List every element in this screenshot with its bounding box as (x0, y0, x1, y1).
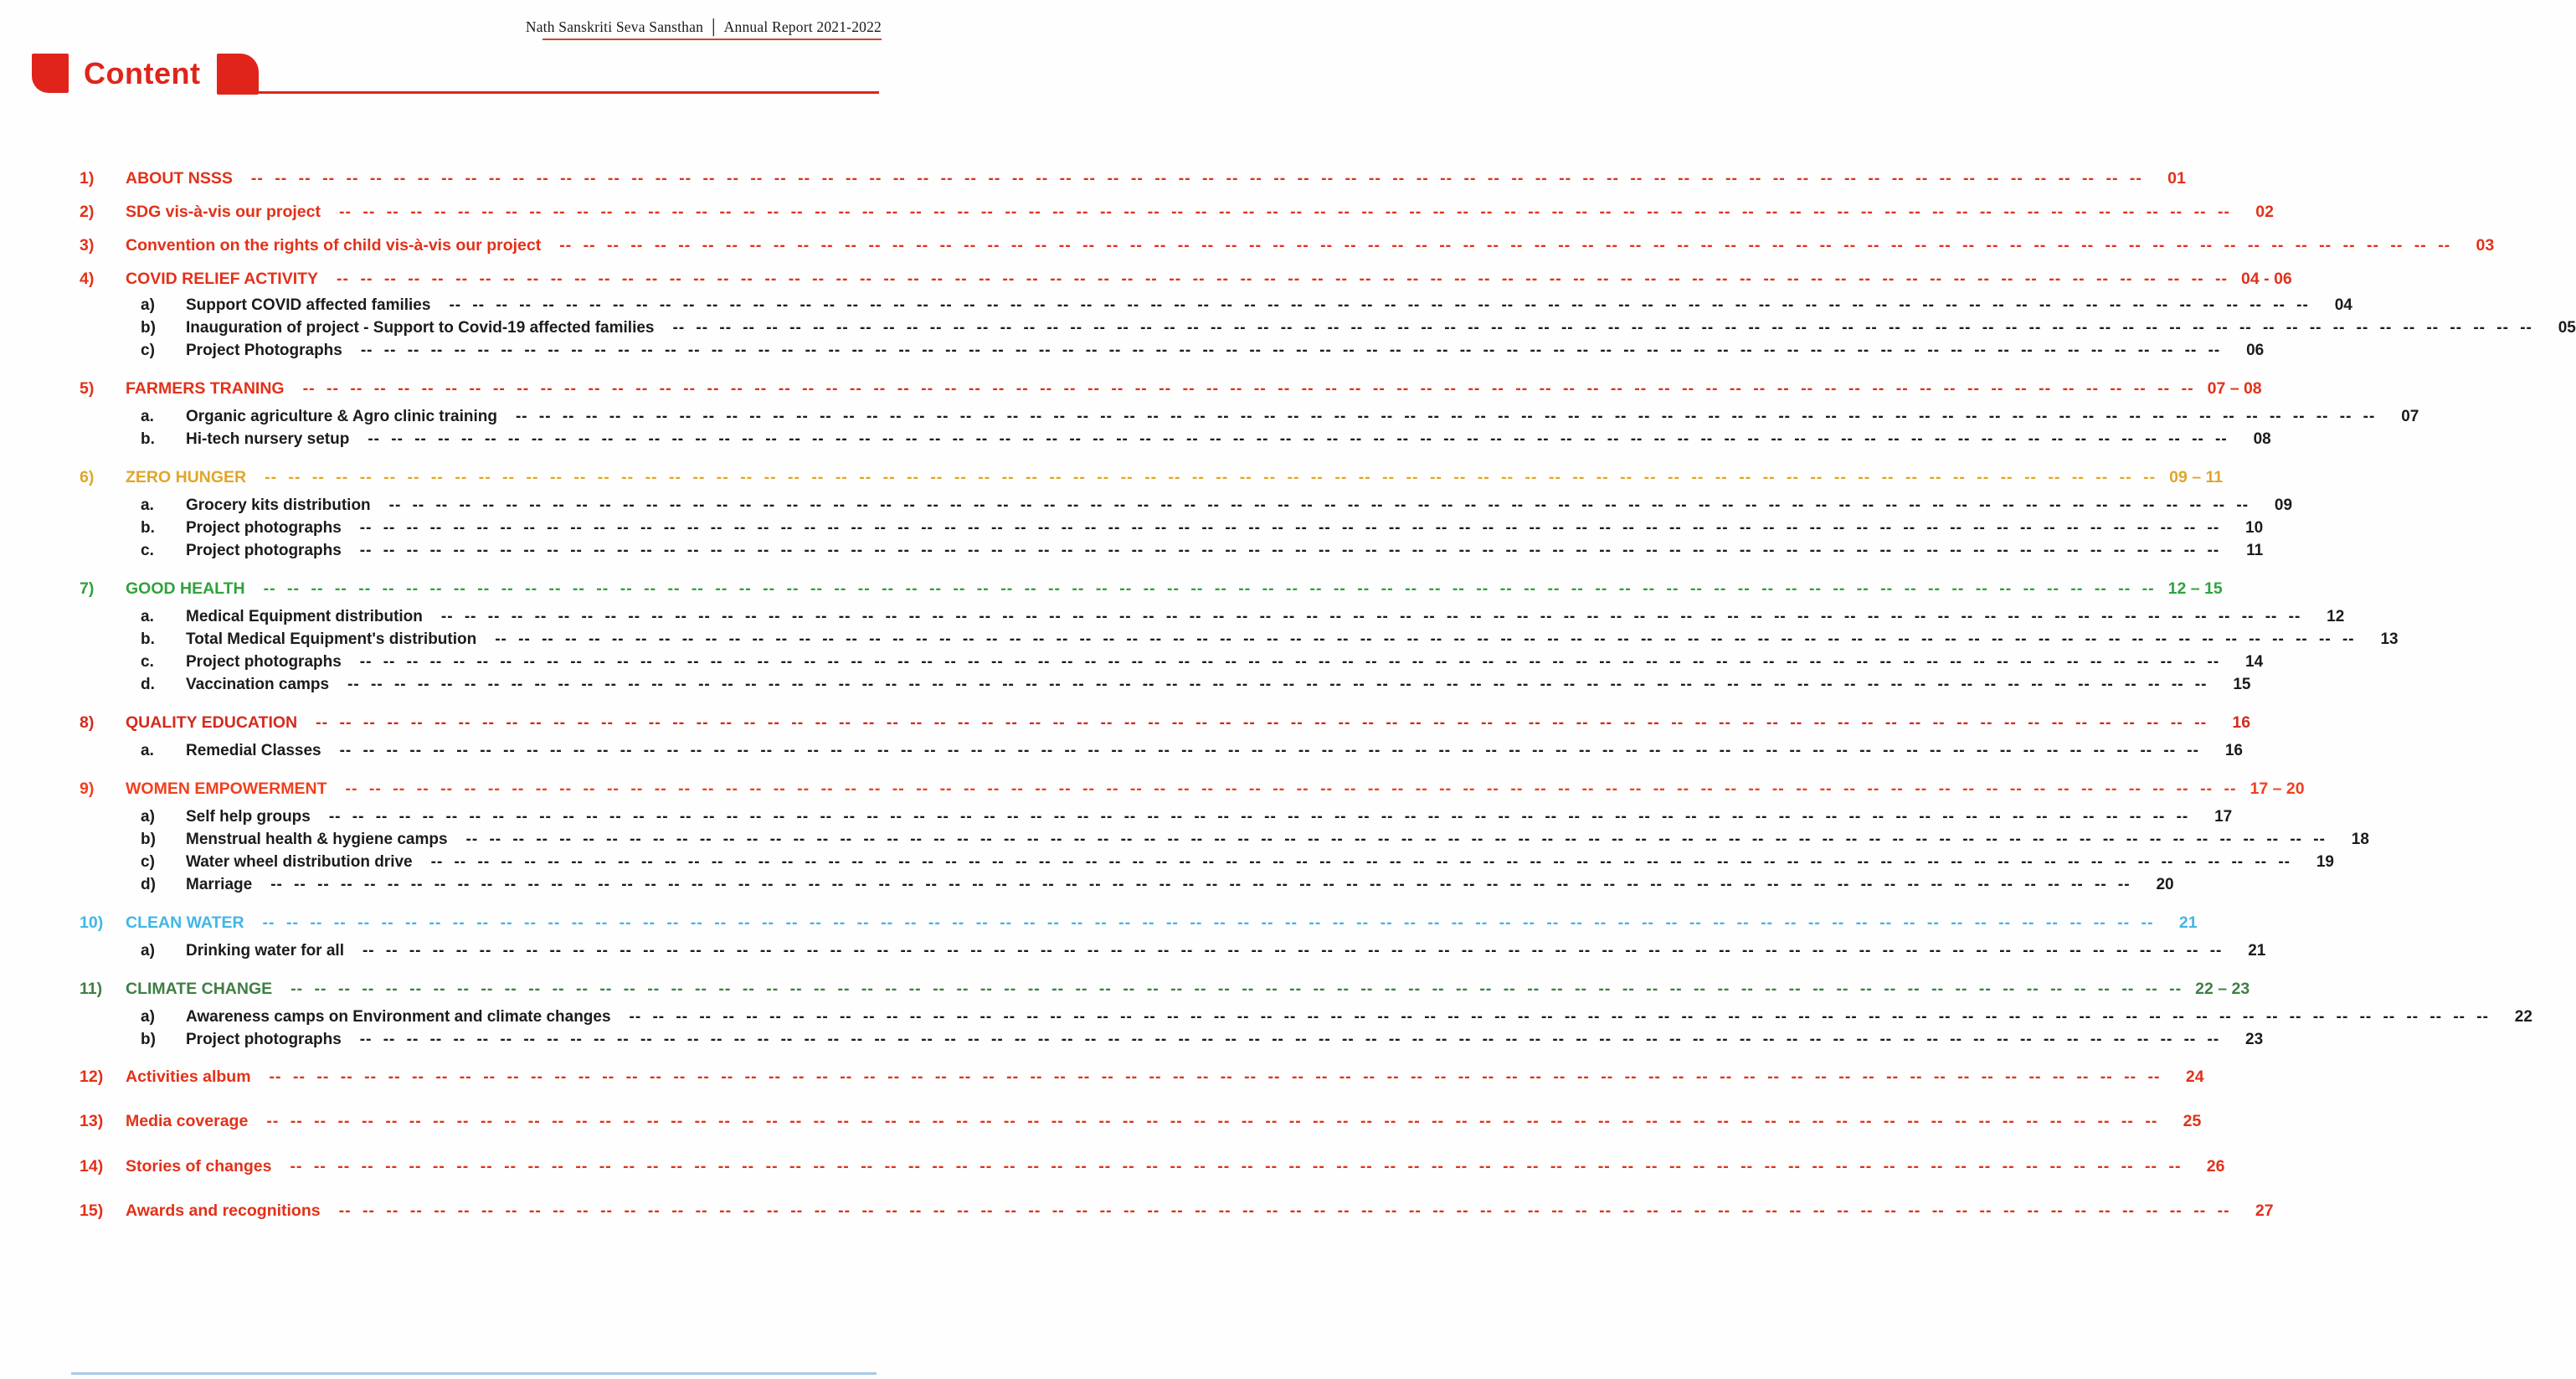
subentry-page: 15 (2233, 676, 2251, 693)
entry-number: 8) (80, 713, 95, 732)
entry-page: 24 (2185, 1068, 2204, 1086)
subentry-label: Total Medical Equipment's distribution (186, 630, 477, 648)
subentry-letter: c) (141, 853, 155, 871)
dash-leader: -- -- -- -- -- -- -- -- -- -- -- -- -- -- -- -- -- -- -- -- -- -- -- -- -- -- -- -- -- -- -- -- -- -- -- -- -- -- -- -- -- -- -- -- -- -- -- -- -- -- -- -- -- -- -- -- -- -- -- -- -- -- -- -- -- -- -- -- -- -- -- -- -- -- -- -- -- -- -- -- (266, 1112, 2158, 1130)
subentry-label: Vaccination camps (186, 676, 330, 693)
subentry-label: Project Photographs (186, 342, 342, 359)
subentry-label: Drinking water for all (186, 942, 344, 960)
toc-subentry[interactable] (80, 739, 2243, 762)
entry-label: Media coverage (126, 1112, 249, 1130)
subentry-page: 19 (2316, 853, 2334, 871)
subentry-letter: c) (141, 342, 155, 359)
header-underline (542, 39, 882, 40)
subentry-letter: b. (141, 519, 155, 537)
subentry-letter: a. (141, 742, 154, 759)
entry-page: 03 (2476, 236, 2495, 255)
title-right-square-icon (217, 54, 259, 95)
entry-number: 3) (80, 236, 95, 255)
toc-subentry[interactable] (80, 494, 2293, 517)
subentry-label: Project photographs (186, 519, 342, 537)
title-left-square-icon (32, 54, 69, 93)
subentry-label: Hi-tech nursery setup (186, 430, 350, 448)
toc-entry-zero-hunger[interactable] (80, 466, 2224, 489)
entry-number: 7) (80, 579, 95, 598)
dash-leader: -- -- -- -- -- -- -- -- -- -- -- -- -- -- -- -- -- -- -- -- -- -- -- -- -- -- -- -- -- -- -- -- -- -- -- -- -- -- -- -- -- -- -- -- -- -- -- -- -- -- -- -- -- -- -- -- -- -- -- -- -- -- -- -- -- -- -- -- -- -- -- -- -- -- -- -- -- -- -- -- (270, 876, 2131, 893)
toc-subentry[interactable] (80, 805, 2233, 828)
entry-number: 6) (80, 468, 95, 486)
entry-number: 13) (80, 1112, 104, 1130)
toc-entry-good-health[interactable] (80, 578, 2223, 600)
subentry-page: 21 (2248, 942, 2266, 960)
toc-subentry[interactable] (80, 873, 2174, 896)
dash-leader: -- -- -- -- -- -- -- -- -- -- -- -- -- -- -- -- -- -- -- -- -- -- -- -- -- -- -- -- -- -- -- -- -- -- -- -- -- -- -- -- -- -- -- -- -- -- -- -- -- -- -- -- -- -- -- -- -- -- -- -- -- -- -- -- -- -- -- -- -- -- -- -- -- -- -- -- -- -- -- -- (362, 942, 2223, 960)
toc-subentry[interactable] (80, 651, 2264, 673)
dash-leader: -- -- -- -- -- -- -- -- -- -- -- -- -- -- -- -- -- -- -- -- -- -- -- -- -- -- -- -- -- -- -- -- -- -- -- -- -- -- -- -- -- -- -- -- -- -- -- -- -- -- -- -- -- -- -- -- -- -- -- -- -- -- -- -- -- -- -- -- -- -- -- -- -- -- -- -- -- -- -- -- (263, 579, 2155, 598)
dash-leader: -- -- -- -- -- -- -- -- -- -- -- -- -- -- -- -- -- -- -- -- -- -- -- -- -- -- -- -- -- -- -- -- -- -- -- -- -- -- -- -- -- -- -- -- -- -- -- -- -- -- -- -- -- -- -- -- -- -- -- -- -- -- -- -- -- -- -- -- -- -- -- -- -- -- -- -- -- -- -- -- (316, 713, 2208, 732)
report-title: Annual Report 2021-2022 (723, 18, 882, 35)
toc-subentry[interactable] (80, 316, 2576, 339)
entry-number: 11) (80, 980, 103, 998)
subentry-label: Project photographs (186, 1031, 342, 1048)
entry-label: Activities album (126, 1068, 251, 1086)
subentry-label: Inauguration of project - Support to Covid-19 affected families (186, 319, 655, 337)
content-title-bar (32, 54, 879, 95)
subentry-letter: b. (141, 430, 155, 448)
subentry-letter: b) (141, 1031, 156, 1048)
dash-leader: -- -- -- -- -- -- -- -- -- -- -- -- -- -- -- -- -- -- -- -- -- -- -- -- -- -- -- -- -- -- -- -- -- -- -- -- -- -- -- -- -- -- -- -- -- -- -- -- -- -- -- -- -- -- -- -- -- -- -- -- -- -- -- -- -- -- -- -- -- -- -- -- -- -- -- -- -- -- -- -- (440, 608, 2301, 625)
toc-subentry[interactable] (80, 294, 2352, 316)
footer-line (71, 1372, 877, 1375)
entry-page: 09 – 11 (2169, 468, 2224, 486)
table-of-contents (80, 167, 2576, 1222)
toc-subentry[interactable] (80, 539, 2264, 562)
dash-leader: -- -- -- -- -- -- -- -- -- -- -- -- -- -- -- -- -- -- -- -- -- -- -- -- -- -- -- -- -- -- -- -- -- -- -- -- -- -- -- -- -- -- -- -- -- -- -- -- -- -- -- -- -- -- -- -- -- -- -- -- -- -- -- -- -- -- -- -- -- -- -- -- -- -- -- -- -- -- -- -- (250, 169, 2142, 188)
subentry-label: Support COVID affected families (186, 296, 431, 314)
dash-leader: -- -- -- -- -- -- -- -- -- -- -- -- -- -- -- -- -- -- -- -- -- -- -- -- -- -- -- -- -- -- -- -- -- -- -- -- -- -- -- -- -- -- -- -- -- -- -- -- -- -- -- -- -- -- -- -- -- -- -- -- -- -- -- -- -- -- -- -- -- -- -- -- -- -- -- -- -- -- -- -- (359, 653, 2220, 671)
dash-leader: -- -- -- -- -- -- -- -- -- -- -- -- -- -- -- -- -- -- -- -- -- -- -- -- -- -- -- -- -- -- -- -- -- -- -- -- -- -- -- -- -- -- -- -- -- -- -- -- -- -- -- -- -- -- -- -- -- -- -- -- -- -- -- -- -- -- -- -- -- -- -- -- -- -- -- -- -- -- -- -- (302, 379, 2194, 398)
toc-subentry[interactable] (80, 428, 2271, 450)
dash-leader: -- -- -- -- -- -- -- -- -- -- -- -- -- -- -- -- -- -- -- -- -- -- -- -- -- -- -- -- -- -- -- -- -- -- -- -- -- -- -- -- -- -- -- -- -- -- -- -- -- -- -- -- -- -- -- -- -- -- -- -- -- -- -- -- -- -- -- -- -- -- -- -- -- -- -- -- -- -- -- -- (339, 742, 2199, 759)
toc-subentry[interactable] (80, 628, 2399, 651)
subentry-label: Organic agriculture & Agro clinic training (186, 408, 497, 425)
subentry-letter: a) (141, 1008, 155, 1026)
toc-entry-sdg[interactable] (80, 201, 2274, 224)
subentry-page: 09 (2274, 497, 2293, 514)
toc-subentry[interactable] (80, 605, 2345, 628)
toc-subentry[interactable] (80, 851, 2334, 873)
page-header (0, 18, 882, 36)
subentry-label: Water wheel distribution drive (186, 853, 413, 871)
header-separator: │ (708, 18, 719, 35)
dash-leader: -- -- -- -- -- -- -- -- -- -- -- -- -- -- -- -- -- -- -- -- -- -- -- -- -- -- -- -- -- -- -- -- -- -- -- -- -- -- -- -- -- -- -- -- -- -- -- -- -- -- -- -- -- -- -- -- -- -- -- -- -- -- -- -- -- -- -- -- -- -- -- -- -- -- -- -- -- -- -- -- (359, 1031, 2220, 1048)
entry-label: Awards and recognitions (126, 1201, 321, 1220)
toc-entry-activities-album[interactable] (80, 1066, 2204, 1088)
dash-leader: -- -- -- -- -- -- -- -- -- -- -- -- -- -- -- -- -- -- -- -- -- -- -- -- -- -- -- -- -- -- -- -- -- -- -- -- -- -- -- -- -- -- -- -- -- -- -- -- -- -- -- -- -- -- -- -- -- -- -- -- -- -- -- -- -- -- -- -- -- -- -- -- -- -- -- -- -- -- -- -- (495, 630, 2355, 648)
dash-leader: -- -- -- -- -- -- -- -- -- -- -- -- -- -- -- -- -- -- -- -- -- -- -- -- -- -- -- -- -- -- -- -- -- -- -- -- -- -- -- -- -- -- -- -- -- -- -- -- -- -- -- -- -- -- -- -- -- -- -- -- -- -- -- -- -- -- -- -- -- -- -- -- -- -- -- -- -- -- -- -- (465, 831, 2326, 848)
dash-leader: -- -- -- -- -- -- -- -- -- -- -- -- -- -- -- -- -- -- -- -- -- -- -- -- -- -- -- -- -- -- -- -- -- -- -- -- -- -- -- -- -- -- -- -- -- -- -- -- -- -- -- -- -- -- -- -- -- -- -- -- -- -- -- -- -- -- -- -- -- -- -- -- -- -- -- -- -- -- -- -- (265, 468, 2157, 486)
subentry-page: 07 (2401, 408, 2419, 425)
entry-label: ZERO HUNGER (126, 468, 247, 486)
entry-number: 5) (80, 379, 95, 398)
subentry-page: 06 (2246, 342, 2265, 359)
dash-leader: -- -- -- -- -- -- -- -- -- -- -- -- -- -- -- -- -- -- -- -- -- -- -- -- -- -- -- -- -- -- -- -- -- -- -- -- -- -- -- -- -- -- -- -- -- -- -- -- -- -- -- -- -- -- -- -- -- -- -- -- -- -- -- -- -- -- -- -- -- -- -- -- -- -- -- -- -- -- -- -- (559, 236, 2451, 255)
subentry-page: 08 (2253, 430, 2271, 448)
dash-leader: -- -- -- -- -- -- -- -- -- -- -- -- -- -- -- -- -- -- -- -- -- -- -- -- -- -- -- -- -- -- -- -- -- -- -- -- -- -- -- -- -- -- -- -- -- -- -- -- -- -- -- -- -- -- -- -- -- -- -- -- -- -- -- -- -- -- -- -- -- -- -- -- -- -- -- -- -- -- -- -- (338, 1201, 2230, 1220)
dash-leader: -- -- -- -- -- -- -- -- -- -- -- -- -- -- -- -- -- -- -- -- -- -- -- -- -- -- -- -- -- -- -- -- -- -- -- -- -- -- -- -- -- -- -- -- -- -- -- -- -- -- -- -- -- -- -- -- -- -- -- -- -- -- -- -- -- -- -- -- -- -- -- -- -- -- -- -- -- -- -- -- (290, 1157, 2182, 1176)
dash-leader: -- -- -- -- -- -- -- -- -- -- -- -- -- -- -- -- -- -- -- -- -- -- -- -- -- -- -- -- -- -- -- -- -- -- -- -- -- -- -- -- -- -- -- -- -- -- -- -- -- -- -- -- -- -- -- -- -- -- -- -- -- -- -- -- -- -- -- -- -- -- -- -- -- -- -- -- -- -- -- -- (337, 270, 2229, 288)
toc-entry-climate-change[interactable] (80, 978, 2250, 1001)
entry-page: 22 – 23 (2195, 980, 2250, 998)
subentry-letter: d) (141, 876, 156, 893)
entry-number: 1) (80, 169, 95, 188)
subentry-label: Marriage (186, 876, 253, 893)
subentry-letter: a) (141, 808, 155, 826)
dash-leader: -- -- -- -- -- -- -- -- -- -- -- -- -- -- -- -- -- -- -- -- -- -- -- -- -- -- -- -- -- -- -- -- -- -- -- -- -- -- -- -- -- -- -- -- -- -- -- -- -- -- -- -- -- -- -- -- -- -- -- -- -- -- -- -- -- -- -- -- -- -- -- -- -- -- -- -- -- -- -- -- (360, 342, 2221, 359)
subentry-label: Medical Equipment distribution (186, 608, 423, 625)
toc-entry-stories-of-changes[interactable] (80, 1155, 2225, 1178)
title-rule (259, 91, 879, 94)
entry-number: 12) (80, 1068, 104, 1086)
subentry-page: 10 (2245, 519, 2264, 537)
entry-label: CLEAN WATER (126, 913, 244, 932)
entry-number: 2) (80, 203, 95, 221)
dash-leader: -- -- -- -- -- -- -- -- -- -- -- -- -- -- -- -- -- -- -- -- -- -- -- -- -- -- -- -- -- -- -- -- -- -- -- -- -- -- -- -- -- -- -- -- -- -- -- -- -- -- -- -- -- -- -- -- -- -- -- -- -- -- -- -- -- -- -- -- -- -- -- -- -- -- -- -- -- -- -- -- (359, 519, 2220, 537)
subentry-letter: a. (141, 497, 154, 514)
entry-page: 12 – 15 (2167, 579, 2223, 598)
subentry-letter: b. (141, 630, 155, 648)
entry-label: SDG vis-à-vis our project (126, 203, 321, 221)
subentry-label: Awareness camps on Environment and climate changes (186, 1008, 611, 1026)
organization-name: Nath Sanskriti Seva Sansthan (525, 18, 704, 35)
entry-label: GOOD HEALTH (126, 579, 245, 598)
dash-leader: -- -- -- -- -- -- -- -- -- -- -- -- -- -- -- -- -- -- -- -- -- -- -- -- -- -- -- -- -- -- -- -- -- -- -- -- -- -- -- -- -- -- -- -- -- -- -- -- -- -- -- -- -- -- -- -- -- -- -- -- -- -- -- -- -- -- -- -- -- -- -- -- -- -- -- -- -- -- -- -- (449, 296, 2309, 314)
subentry-letter: a. (141, 408, 154, 425)
subentry-page: 12 (2327, 608, 2345, 625)
dash-leader: -- -- -- -- -- -- -- -- -- -- -- -- -- -- -- -- -- -- -- -- -- -- -- -- -- -- -- -- -- -- -- -- -- -- -- -- -- -- -- -- -- -- -- -- -- -- -- -- -- -- -- -- -- -- -- -- -- -- -- -- -- -- -- -- -- -- -- -- -- -- -- -- -- -- -- -- -- -- -- -- (338, 203, 2230, 221)
subentry-page: 13 (2380, 630, 2399, 648)
entry-label: COVID RELIEF ACTIVITY (126, 270, 319, 288)
subentry-letter: c. (141, 653, 154, 671)
entry-number: 4) (80, 270, 95, 288)
subentry-letter: d. (141, 676, 155, 693)
entry-label: ABOUT NSSS (126, 169, 233, 188)
toc-entry-women-empowerment[interactable] (80, 778, 2305, 800)
dash-leader: -- -- -- -- -- -- -- -- -- -- -- -- -- -- -- -- -- -- -- -- -- -- -- -- -- -- -- -- -- -- -- -- -- -- -- -- -- -- -- -- -- -- -- -- -- -- -- -- -- -- -- -- -- -- -- -- -- -- -- -- -- -- -- -- -- -- -- -- -- -- -- -- -- -- -- -- -- -- -- -- (368, 430, 2228, 448)
dash-leader: -- -- -- -- -- -- -- -- -- -- -- -- -- -- -- -- -- -- -- -- -- -- -- -- -- -- -- -- -- -- -- -- -- -- -- -- -- -- -- -- -- -- -- -- -- -- -- -- -- -- -- -- -- -- -- -- -- -- -- -- -- -- -- -- -- -- -- -- -- -- -- -- -- -- -- -- -- -- -- -- (430, 853, 2291, 871)
subentry-page: 16 (2224, 742, 2243, 759)
entry-page: 02 (2255, 203, 2274, 221)
dash-leader: -- -- -- -- -- -- -- -- -- -- -- -- -- -- -- -- -- -- -- -- -- -- -- -- -- -- -- -- -- -- -- -- -- -- -- -- -- -- -- -- -- -- -- -- -- -- -- -- -- -- -- -- -- -- -- -- -- -- -- -- -- -- -- -- -- -- -- -- -- -- -- -- -- -- -- -- -- -- -- -- (328, 808, 2189, 826)
toc-subentry[interactable] (80, 828, 2369, 851)
toc-subentry[interactable] (80, 517, 2264, 539)
toc-subentry[interactable] (80, 939, 2266, 962)
dash-leader: -- -- -- -- -- -- -- -- -- -- -- -- -- -- -- -- -- -- -- -- -- -- -- -- -- -- -- -- -- -- -- -- -- -- -- -- -- -- -- -- -- -- -- -- -- -- -- -- -- -- -- -- -- -- -- -- -- -- -- -- -- -- -- -- -- -- -- -- -- -- -- -- -- -- -- -- -- -- -- -- (269, 1068, 2161, 1086)
dash-leader: -- -- -- -- -- -- -- -- -- -- -- -- -- -- -- -- -- -- -- -- -- -- -- -- -- -- -- -- -- -- -- -- -- -- -- -- -- -- -- -- -- -- -- -- -- -- -- -- -- -- -- -- -- -- -- -- -- -- -- -- -- -- -- -- -- -- -- -- -- -- -- -- -- -- -- -- -- -- -- -- (629, 1008, 2489, 1026)
toc-subentry[interactable] (80, 1028, 2264, 1051)
entry-label: QUALITY EDUCATION (126, 713, 298, 732)
toc-entry-quality-education[interactable] (80, 712, 2251, 734)
subentry-letter: b) (141, 319, 156, 337)
toc-subentry[interactable] (80, 1006, 2532, 1028)
subentry-page: 18 (2351, 831, 2369, 848)
dash-leader: -- -- -- -- -- -- -- -- -- -- -- -- -- -- -- -- -- -- -- -- -- -- -- -- -- -- -- -- -- -- -- -- -- -- -- -- -- -- -- -- -- -- -- -- -- -- -- -- -- -- -- -- -- -- -- -- -- -- -- -- -- -- -- -- -- -- -- -- -- -- -- -- -- -- -- -- -- -- -- -- (359, 542, 2220, 559)
subentry-page: 05 (2558, 319, 2576, 337)
entry-label: WOMEN EMPOWERMENT (126, 780, 327, 798)
subentry-letter: a) (141, 942, 155, 960)
toc-subentry[interactable] (80, 339, 2265, 362)
dash-leader: -- -- -- -- -- -- -- -- -- -- -- -- -- -- -- -- -- -- -- -- -- -- -- -- -- -- -- -- -- -- -- -- -- -- -- -- -- -- -- -- -- -- -- -- -- -- -- -- -- -- -- -- -- -- -- -- -- -- -- -- -- -- -- -- -- -- -- -- -- -- -- -- -- -- -- -- -- -- -- -- (262, 913, 2154, 932)
subentry-page: 17 (2214, 808, 2233, 826)
entry-label: CLIMATE CHANGE (126, 980, 273, 998)
dash-leader: -- -- -- -- -- -- -- -- -- -- -- -- -- -- -- -- -- -- -- -- -- -- -- -- -- -- -- -- -- -- -- -- -- -- -- -- -- -- -- -- -- -- -- -- -- -- -- -- -- -- -- -- -- -- -- -- -- -- -- -- -- -- -- -- -- -- -- -- -- -- -- -- -- -- -- -- -- -- -- -- (515, 408, 2376, 425)
subentry-page: 20 (2156, 876, 2174, 893)
toc-subentry[interactable] (80, 405, 2419, 428)
toc-entry-farmers-training[interactable] (80, 378, 2262, 400)
toc-subentry[interactable] (80, 673, 2251, 696)
subentry-letter: c. (141, 542, 154, 559)
entry-label: FARMERS TRANING (126, 379, 285, 398)
subentry-letter: a) (141, 296, 155, 314)
subentry-page: 14 (2245, 653, 2264, 671)
dash-leader: -- -- -- -- -- -- -- -- -- -- -- -- -- -- -- -- -- -- -- -- -- -- -- -- -- -- -- -- -- -- -- -- -- -- -- -- -- -- -- -- -- -- -- -- -- -- -- -- -- -- -- -- -- -- -- -- -- -- -- -- -- -- -- -- -- -- -- -- -- -- -- -- -- -- -- -- -- -- -- -- (291, 980, 2183, 998)
subentry-label: Menstrual health & hygiene camps (186, 831, 448, 848)
dash-leader: -- -- -- -- -- -- -- -- -- -- -- -- -- -- -- -- -- -- -- -- -- -- -- -- -- -- -- -- -- -- -- -- -- -- -- -- -- -- -- -- -- -- -- -- -- -- -- -- -- -- -- -- -- -- -- -- -- -- -- -- -- -- -- -- -- -- -- -- -- -- -- -- -- -- -- -- -- -- -- -- (672, 319, 2532, 337)
entry-page: 17 – 20 (2250, 780, 2305, 798)
entry-number: 15) (80, 1201, 104, 1220)
entry-number: 9) (80, 780, 95, 798)
toc-entry-about-nsss[interactable] (80, 167, 2186, 190)
entry-page: 04 - 06 (2241, 270, 2292, 288)
entry-page: 16 (2232, 713, 2251, 732)
entry-page: 21 (2178, 913, 2198, 932)
dash-leader: -- -- -- -- -- -- -- -- -- -- -- -- -- -- -- -- -- -- -- -- -- -- -- -- -- -- -- -- -- -- -- -- -- -- -- -- -- -- -- -- -- -- -- -- -- -- -- -- -- -- -- -- -- -- -- -- -- -- -- -- -- -- -- -- -- -- -- -- -- -- -- -- -- -- -- -- -- -- -- -- (347, 676, 2208, 693)
entry-number: 14) (80, 1157, 104, 1176)
entry-page: 26 (2206, 1157, 2225, 1176)
entry-label: Stories of changes (126, 1157, 272, 1176)
toc-entry-media-coverage[interactable] (80, 1110, 2202, 1133)
dash-leader: -- -- -- -- -- -- -- -- -- -- -- -- -- -- -- -- -- -- -- -- -- -- -- -- -- -- -- -- -- -- -- -- -- -- -- -- -- -- -- -- -- -- -- -- -- -- -- -- -- -- -- -- -- -- -- -- -- -- -- -- -- -- -- -- -- -- -- -- -- -- -- -- -- -- -- -- -- -- -- -- (345, 780, 2237, 798)
subentry-label: Grocery kits distribution (186, 497, 371, 514)
subentry-page: 22 (2514, 1008, 2532, 1026)
subentry-page: 04 (2334, 296, 2352, 314)
subentry-label: Project photographs (186, 653, 342, 671)
subentry-letter: b) (141, 831, 156, 848)
toc-entry-clean-water[interactable] (80, 912, 2198, 934)
subentry-label: Self help groups (186, 808, 311, 826)
dash-leader: -- -- -- -- -- -- -- -- -- -- -- -- -- -- -- -- -- -- -- -- -- -- -- -- -- -- -- -- -- -- -- -- -- -- -- -- -- -- -- -- -- -- -- -- -- -- -- -- -- -- -- -- -- -- -- -- -- -- -- -- -- -- -- -- -- -- -- -- -- -- -- -- -- -- -- -- -- -- -- -- (388, 497, 2250, 514)
page-title: Content (84, 56, 201, 90)
entry-page: 07 – 08 (2207, 379, 2262, 398)
subentry-label: Project photographs (186, 542, 342, 559)
subentry-page: 11 (2246, 542, 2264, 559)
subentry-label: Remedial Classes (186, 742, 321, 759)
entry-label: Convention on the rights of child vis-à-vis our project (126, 236, 542, 255)
toc-entry-awards[interactable] (80, 1200, 2274, 1222)
subentry-letter: a. (141, 608, 154, 625)
entry-number: 10) (80, 913, 104, 932)
subentry-page: 23 (2245, 1031, 2264, 1048)
entry-page: 25 (2183, 1112, 2202, 1130)
entry-page: 27 (2255, 1201, 2274, 1220)
entry-page: 01 (2167, 169, 2186, 188)
toc-entry-covid-relief[interactable] (80, 268, 2292, 291)
toc-entry-convention[interactable] (80, 234, 2495, 257)
